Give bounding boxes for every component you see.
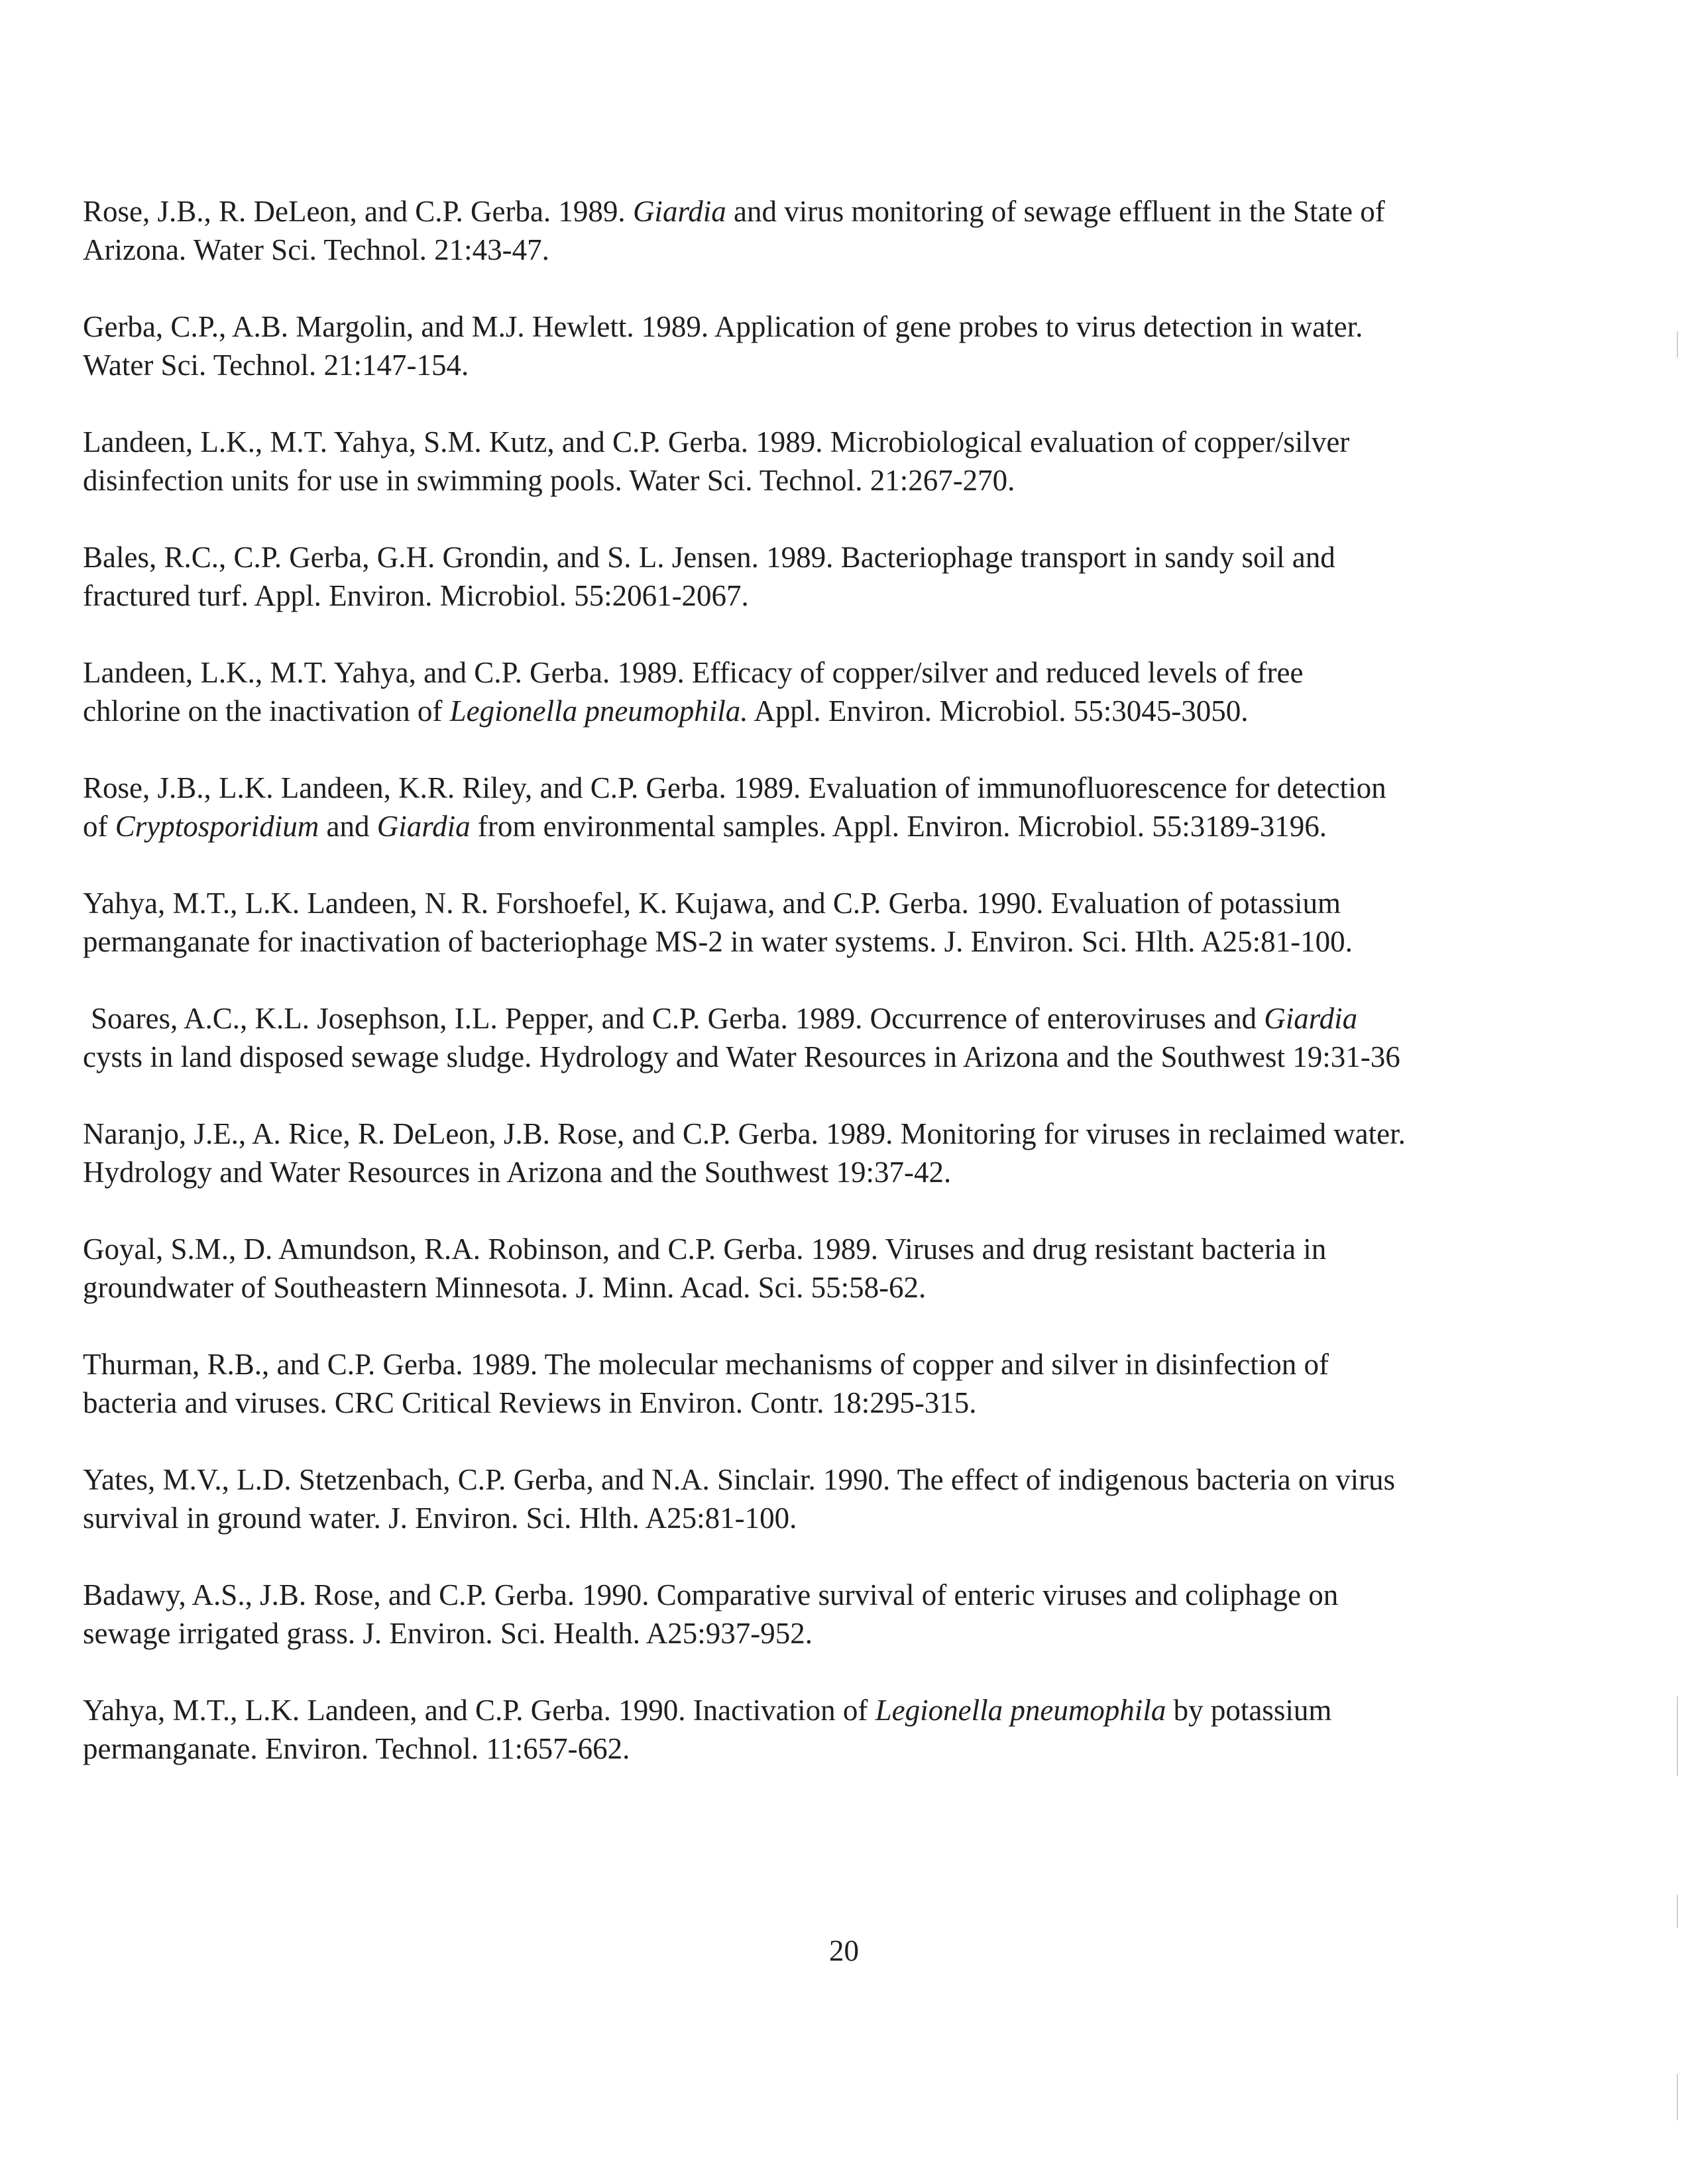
reference-entry [83,769,1581,846]
italic-taxon: Cryptosporidium [115,810,319,843]
reference-line [83,807,1581,846]
scan-margin-mark [1677,1696,1678,1776]
reference-line [83,231,1581,269]
reference-text: Rose, J.B., L.K. Landeen, K.R. Riley, and C.P. Gerba. 1989. Evaluation of immunofluorescence for detection [83,771,1386,804]
reference-text: Goyal, S.M., D. Amundson, R.A. Robinson, and C.P. Gerba. 1989. Viruses and drug resistant bacteria in [83,1232,1327,1266]
reference-text: cysts in land disposed sewage sludge. Hydrology and Water Resources in Arizona and the Southwest 19:31-36 [83,1040,1400,1073]
reference-line [83,1153,1581,1191]
reference-line [83,1384,1581,1422]
reference-line [83,576,1581,615]
reference-line [83,1230,1581,1268]
reference-line [83,769,1581,807]
scan-margin-mark [1677,2074,1678,2120]
reference-text: Naranjo, J.E., A. Rice, R. DeLeon, J.B. Rose, and C.P. Gerba. 1989. Monitoring for viruses in reclaimed water. [83,1117,1406,1150]
reference-text: Thurman, R.B., and C.P. Gerba. 1989. The molecular mechanisms of copper and silver in disinfection of [83,1348,1329,1381]
reference-entry [83,1115,1581,1191]
reference-line [83,1729,1581,1768]
italic-taxon: Giardia [1264,1002,1358,1035]
reference-text: Yahya, M.T., L.K. Landeen, N. R. Forshoefel, K. Kujawa, and C.P. Gerba. 1990. Evaluation of potassium [83,887,1341,920]
italic-taxon: Legionella pneumophila [875,1694,1166,1727]
reference-text: chlorine on the inactivation of [83,694,450,728]
scan-margin-mark [1677,1895,1678,1928]
reference-line [83,653,1581,692]
reference-text: permanganate. Environ. Technol. 11:657-662. [83,1732,630,1765]
reference-text: Yates, M.V., L.D. Stetzenbach, C.P. Gerba, and N.A. Sinclair. 1990. The effect of indigenous bacteria on virus [83,1463,1396,1496]
reference-line [83,192,1581,231]
reference-text: by potassium [1166,1694,1332,1727]
reference-text: disinfection units for use in swimming pools. Water Sci. Technol. 21:267-270. [83,464,1015,497]
reference-entry [83,538,1581,615]
scan-margin-mark [1677,331,1678,358]
reference-text: and [319,810,377,843]
reference-line [83,538,1581,576]
reference-entry [83,1576,1581,1653]
reference-entry [83,307,1581,384]
italic-taxon: Legionella pneumophila. [449,694,748,728]
reference-entry [83,192,1581,269]
reference-line [83,346,1581,384]
reference-text: Yahya, M.T., L.K. Landeen, and C.P. Gerba. 1990. Inactivation of [83,1694,875,1727]
reference-line [83,1614,1581,1653]
reference-text: Badawy, A.S., J.B. Rose, and C.P. Gerba. 1990. Comparative survival of enteric viruses and coliphage on [83,1578,1339,1611]
reference-text: from environmental samples. Appl. Environ. Microbiol. 55:3189-3196. [470,810,1327,843]
reference-line [83,1038,1581,1076]
reference-line [83,1499,1581,1537]
reference-line [83,1345,1581,1384]
reference-line [83,423,1581,461]
reference-text: and virus monitoring of sewage effluent in the State of [726,195,1385,228]
reference-entry [83,999,1581,1076]
reference-entry [83,1691,1581,1768]
reference-text: Appl. Environ. Microbiol. 55:3045-3050. [748,694,1249,728]
reference-text: Arizona. Water Sci. Technol. 21:43-47. [83,233,549,266]
reference-entry [83,1460,1581,1537]
reference-line [83,307,1581,346]
italic-taxon: Giardia [376,810,471,843]
page-number: 20 [829,1934,859,1967]
reference-text: permanganate for inactivation of bacteriophage MS-2 in water systems. J. Environ. Sci. Hlth. A25:81-100. [83,925,1353,958]
reference-line [83,922,1581,961]
reference-text: survival in ground water. J. Environ. Sci. Hlth. A25:81-100. [83,1502,797,1535]
reference-text: groundwater of Southeastern Minnesota. J. Minn. Acad. Sci. 55:58-62. [83,1271,927,1304]
reference-entry [83,1230,1581,1307]
reference-text: Soares, A.C., K.L. Josephson, I.L. Pepper, and C.P. Gerba. 1989. Occurrence of enteroviruses and [91,1002,1265,1035]
reference-text: Hydrology and Water Resources in Arizona and the Southwest 19:37-42. [83,1156,952,1189]
reference-entry [83,653,1581,730]
reference-text: Landeen, L.K., M.T. Yahya, S.M. Kutz, and C.P. Gerba. 1989. Microbiological evaluation of copper/silver [83,425,1350,459]
reference-line [83,461,1581,500]
reference-line [83,692,1581,730]
reference-text: sewage irrigated grass. J. Environ. Sci. Health. A25:937-952. [83,1617,813,1650]
reference-line [83,1115,1581,1153]
reference-line [83,884,1581,922]
reference-text: fractured turf. Appl. Environ. Microbiol. 55:2061-2067. [83,579,749,612]
reference-text: Bales, R.C., C.P. Gerba, G.H. Grondin, and S. L. Jensen. 1989. Bacteriophage transport in sandy soil and [83,541,1335,574]
reference-text: Gerba, C.P., A.B. Margolin, and M.J. Hewlett. 1989. Application of gene probes to virus detection in water. [83,310,1363,343]
reference-text: Landeen, L.K., M.T. Yahya, and C.P. Gerba. 1989. Efficacy of copper/silver and reduced levels of free [83,656,1304,689]
reference-line [83,1268,1581,1307]
reference-list [83,192,1581,1806]
reference-entry [83,1345,1581,1422]
italic-taxon: Giardia [632,195,726,228]
reference-text: Water Sci. Technol. 21:147-154. [83,349,469,382]
reference-text: Rose, J.B., R. DeLeon, and C.P. Gerba. 1989. [83,195,633,228]
reference-line [83,1691,1581,1729]
reference-text: bacteria and viruses. CRC Critical Reviews in Environ. Contr. 18:295-315. [83,1386,977,1419]
reference-entry [83,884,1581,961]
reference-text: of [83,810,115,843]
reference-line [83,999,1581,1038]
reference-entry [83,423,1581,500]
reference-line [83,1576,1581,1614]
reference-line [83,1460,1581,1499]
